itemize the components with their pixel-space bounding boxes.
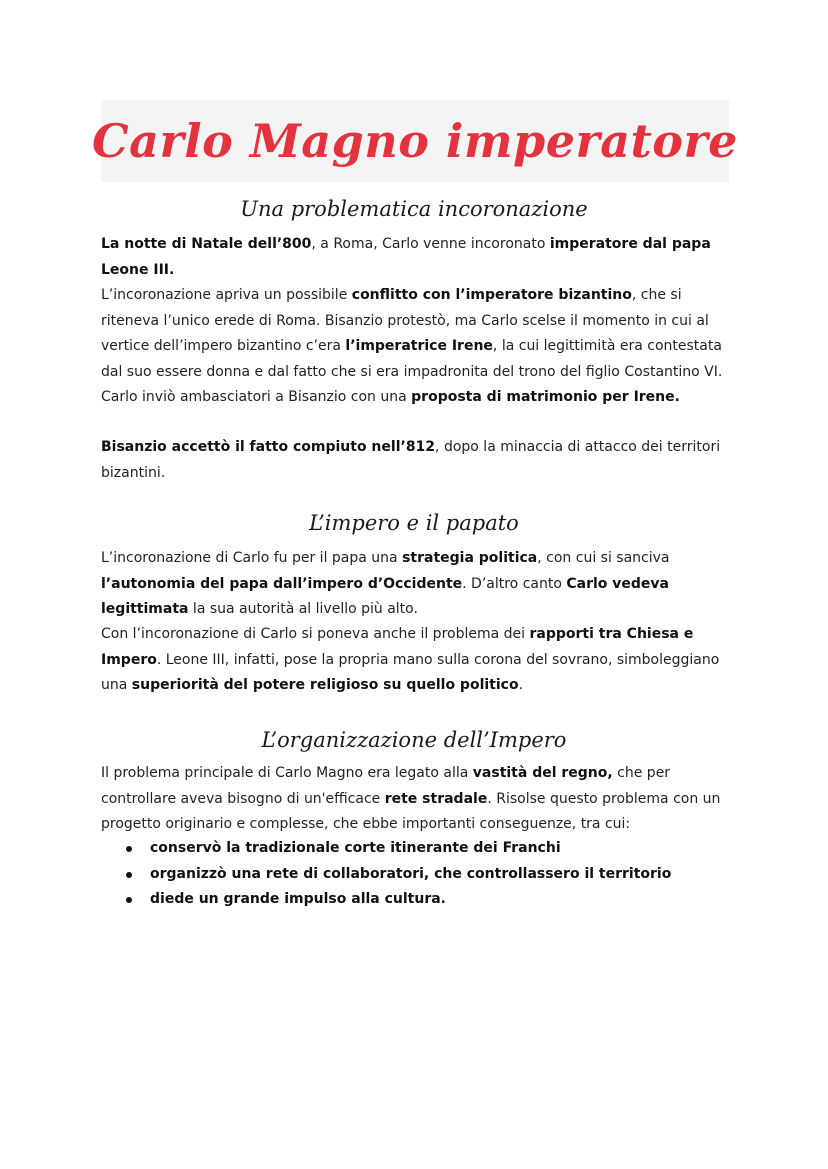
section-heading-incoronazione: Una problematica incoronazione [240, 197, 588, 221]
bold-text: Carlo vedeva legittimata [101, 575, 669, 617]
page-title: Carlo Magno imperatore [92, 114, 738, 168]
bold-text: Bisanzio accettò il fatto compiuto nell’812 [101, 439, 436, 455]
bold-text: conflitto con l’imperatore bizantino [351, 287, 632, 303]
bold-text: l’autonomia del papa dall’impero d’Occidente [101, 575, 463, 592]
bold-text: strategia politica [402, 550, 538, 566]
text-run: L’incoronazione di Carlo fu per il papa una [101, 550, 403, 566]
bold-text: l’imperatrice Irene [345, 338, 493, 354]
section-heading-organizzazione: L’organizzazione dell’Impero [261, 728, 567, 752]
text-run: Il problema principale di Carlo Magno era legato alla [101, 765, 473, 781]
text-run: , che si riteneva l’unico erede di Roma. Bisanzio protestò, ma Carlo scelse il momento in cui al vertice dell’impero bizantino c’era [101, 287, 709, 354]
section-heading-papato: L’impero e il papato [309, 511, 519, 535]
list-item [101, 836, 731, 862]
text-run: . [518, 677, 524, 693]
text-run: . Risolse questo problema con un progetto originario e complesse, che ebbe importanti conseguenze, tra cui: [101, 790, 721, 832]
list-item [101, 862, 731, 888]
text-run: Con l’incoronazione di Carlo si poneva anche il problema dei [101, 626, 530, 642]
paragraph [101, 546, 731, 623]
paragraph [101, 283, 731, 411]
text-run: la sua autorità al livello più alto. [188, 601, 418, 617]
list-item-text: diede un grande impulso alla cultura. [150, 891, 447, 907]
title-banner [92, 100, 738, 182]
bold-text: imperatore dal papa Leone III. [101, 236, 711, 278]
text-run: . Leone III, infatti, pose la propria mano sulla corona del sovrano, simboleggiano una [101, 651, 720, 693]
list-item [101, 887, 731, 913]
bold-text: superiorità del potere religioso su quello politico [131, 677, 519, 693]
text-run: , la cui legittimità era contestata dal suo essere donna e dal fatto che si era impadronita del trono del figlio Costantino VI. Carlo inviò ambasciatori a Bisanzio con una [101, 338, 723, 405]
bold-text: rapporti tra Chiesa e Impero [101, 626, 694, 668]
list-item-text: organizzò una rete di collaboratori, che controllassero il territorio [150, 865, 672, 882]
text-run: . D’altro canto [462, 575, 567, 592]
text-run: , con cui si sanciva [537, 550, 670, 566]
paragraph [101, 232, 731, 283]
bold-text: rete stradale [384, 790, 488, 807]
bullet-icon [126, 846, 132, 852]
paragraph [101, 435, 731, 486]
text-run: , dopo la minaccia di attacco dei territori bizantini. [101, 439, 721, 481]
bold-text: vastità del regno, [472, 765, 613, 781]
bullet-icon [126, 872, 132, 878]
list-item-text: conservò la tradizionale corte itinerante dei Franchi [150, 840, 561, 856]
paragraph [101, 761, 731, 838]
text-run: che per controllare aveva bisogno di un'efficace [101, 765, 671, 807]
bold-text: proposta di matrimonio per Irene. [411, 389, 680, 405]
text-run: L’incoronazione apriva un possibile [101, 287, 352, 303]
bold-text: La notte di Natale dell’800 [101, 236, 312, 252]
bullet-icon [126, 897, 132, 903]
paragraph [101, 622, 731, 699]
text-run: , a Roma, Carlo venne incoronato [311, 236, 550, 252]
bullet-list [101, 836, 731, 913]
